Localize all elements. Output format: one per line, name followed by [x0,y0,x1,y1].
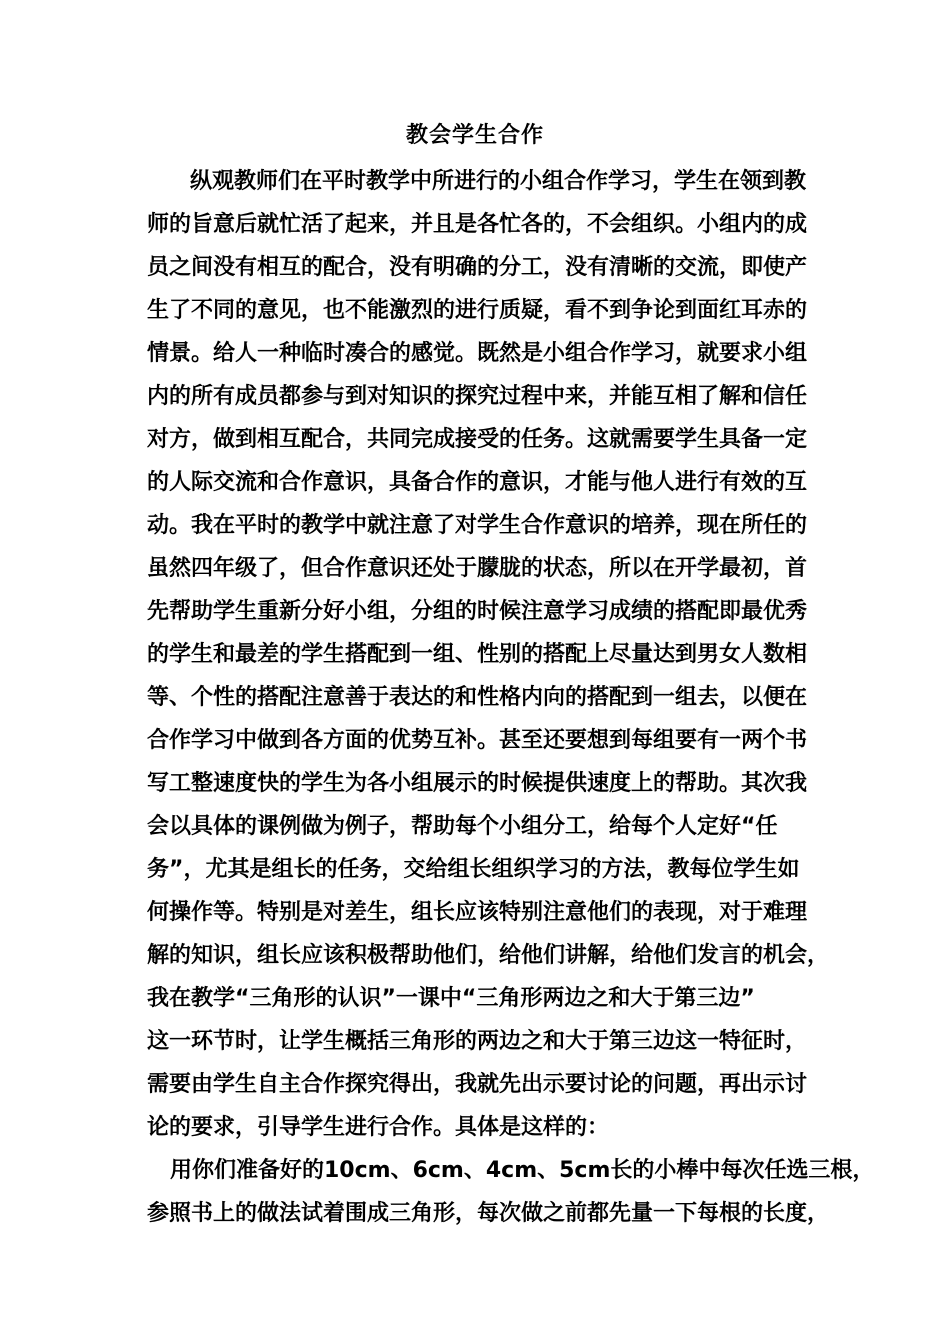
text-line: 等、个性的搭配注意善于表达的和性格内向的搭配到一组去，以便在 [147,685,808,710]
text-line: 写工整速度快的学生为各小组展示的时候提供速度上的帮助。其次我 [147,771,808,796]
text-line: 虽然四年级了，但合作意识还处于朦胧的状态，所以在开学最初，首 [147,556,808,581]
text-line: 的人际交流和合作意识，具备合作的意识，才能与他人进行有效的互 [147,470,808,495]
text-line: 合作学习中做到各方面的优势互补。甚至还要想到每组要有一两个书 [147,728,808,753]
document-title: 教会学生合作 [405,123,544,148]
text-line: 参照书上的做法试着围成三角形，每次做之前都先量一下每根的长度， [147,1201,830,1226]
text-line: 需要由学生自主合作探究得出，我就先出示要讨论的问题，再出示讨 [147,1072,808,1097]
text-line: 师的旨意后就忙活了起来，并且是各忙各的，不会组织。小组内的成 [147,212,808,237]
text-line: 对方，做到相互配合，共同完成接受的任务。这就需要学生具备一定 [147,427,808,452]
text-line: 先帮助学生重新分好小组，分组的时候注意学习成绩的搭配即最优秀 [147,599,808,624]
text-line: 务”，尤其是组长的任务，交给组长组织学习的方法，教每位学生如 [147,857,800,882]
text-line: 的学生和最差的学生搭配到一组、性别的搭配上尽量达到男女人数相 [147,642,808,667]
text-line: 何操作等。特别是对差生，组长应该特别注意他们的表现，对于难理 [147,900,808,925]
text-line: 用你们准备好的10cm、6cm、4cm、5cm长的小棒中每次任选三根， [170,1158,875,1183]
text-line: 情景。给人一种临时凑合的感觉。既然是小组合作学习，就要求小组 [147,341,808,366]
text-line: 会以具体的课例做为例子，帮助每个小组分工，给每个人定好“任 [147,814,778,839]
text-line: 解的知识，组长应该积极帮助他们，给他们讲解，给他们发言的机会， [147,943,830,968]
text-line: 这一环节时，让学生概括三角形的两边之和大于第三边这一特征时， [147,1029,808,1054]
text-line: 论的要求，引导学生进行合作。具体是这样的： [147,1115,610,1140]
text-line: 生了不同的意见，也不能激烈的进行质疑，看不到争论到面红耳赤的 [147,298,808,323]
text-line: 动。我在平时的教学中就注意了对学生合作意识的培养，现在所任的 [147,513,808,538]
text-line: 我在教学“三角形的认识”一课中“三角形两边之和大于第三边” [147,986,755,1011]
text-line: 员之间没有相互的配合，没有明确的分工，没有清晰的交流，即使产 [147,255,808,280]
text-line: 纵观教师们在平时教学中所进行的小组合作学习，学生在领到教 [190,169,807,194]
text-line: 内的所有成员都参与到对知识的探究过程中来，并能互相了解和信任 [147,384,808,409]
